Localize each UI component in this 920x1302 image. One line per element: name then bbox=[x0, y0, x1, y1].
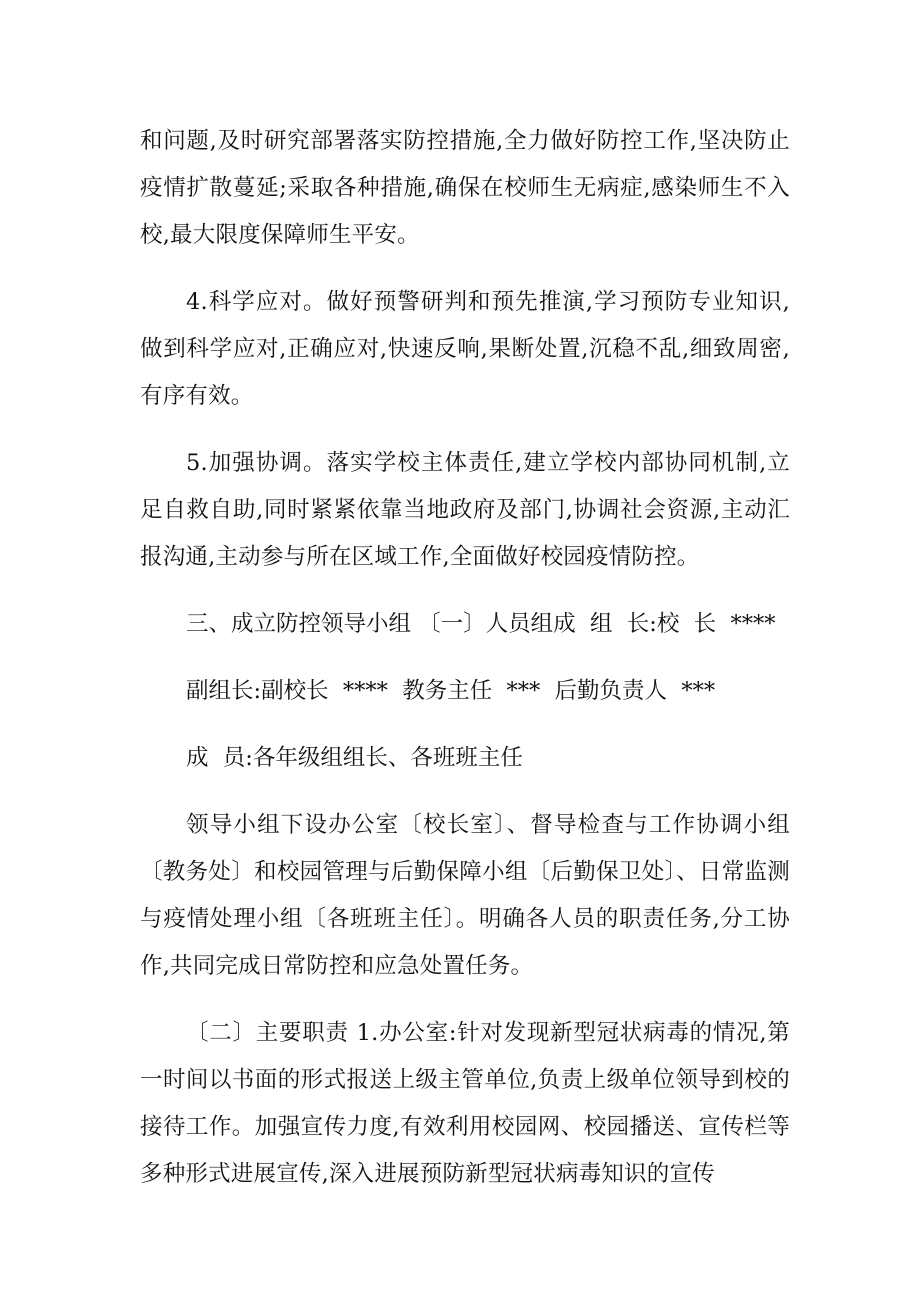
paragraph-office-setup: 领导小组下设办公室〔校长室〕、督导检查与工作协调小组〔教务处〕和校园管理与后勤保障小组〔后勤保卫处〕、日常监测与疫情处理小组〔各班班主任〕。明确各人员的职责任务,分工协作,共同完成日常防控和应急处置任务。 bbox=[140, 812, 790, 979]
deputy-leaders-block bbox=[140, 668, 790, 715]
paragraph-scientific-response: 4.科学应对。做好预警研判和预先推演,学习预防专业知识,做到科学应对,正确应对,快速反响,果断处置,沉稳不乱,细致周密,有序有效。 bbox=[140, 289, 790, 409]
members-line: 成 员:各年级组组长、各班班主任 bbox=[186, 745, 523, 771]
leadership-heading-block bbox=[140, 601, 790, 648]
paragraph-strengthen-coordination: 5.加强协调。落实学校主体责任,建立学校内部协同机制,立足自救自助,同时紧紧依靠当地政府及部门,协调社会资源,主动汇报沟通,主动参与所在区域工作,全面做好校园疫情防控。 bbox=[140, 450, 790, 570]
document-body bbox=[140, 118, 790, 1218]
paragraph-prevention-measures: 和问题,及时研究部署落实防控措施,全力做好防控工作,坚决防止疫情扩散蔓延;采取各种措施,确保在校师生无病症,感染师生不入校,最大限度保障师生平安。 bbox=[140, 128, 790, 248]
section-heading-leadership-group: 三、成立防控领导小组 〔一〕人员组成 组 长:校 长 **** bbox=[186, 611, 776, 637]
deputy-leaders-line: 副组长:副校长 **** 教务主任 *** 后勤负责人 *** bbox=[186, 678, 716, 704]
paragraph-main-duties: 〔二〕主要职责 1.办公室:针对发现新型冠状病毒的情况,第一时间以书面的形式报送上级主管单位,负责上级单位领导到校的接待工作。加强宣传力度,有效利用校园网、校园播送、宣传栏等多种形式进展宣传,深入进展预防新型冠状病毒知识的宣传 bbox=[140, 1020, 790, 1187]
members-block bbox=[140, 735, 790, 782]
